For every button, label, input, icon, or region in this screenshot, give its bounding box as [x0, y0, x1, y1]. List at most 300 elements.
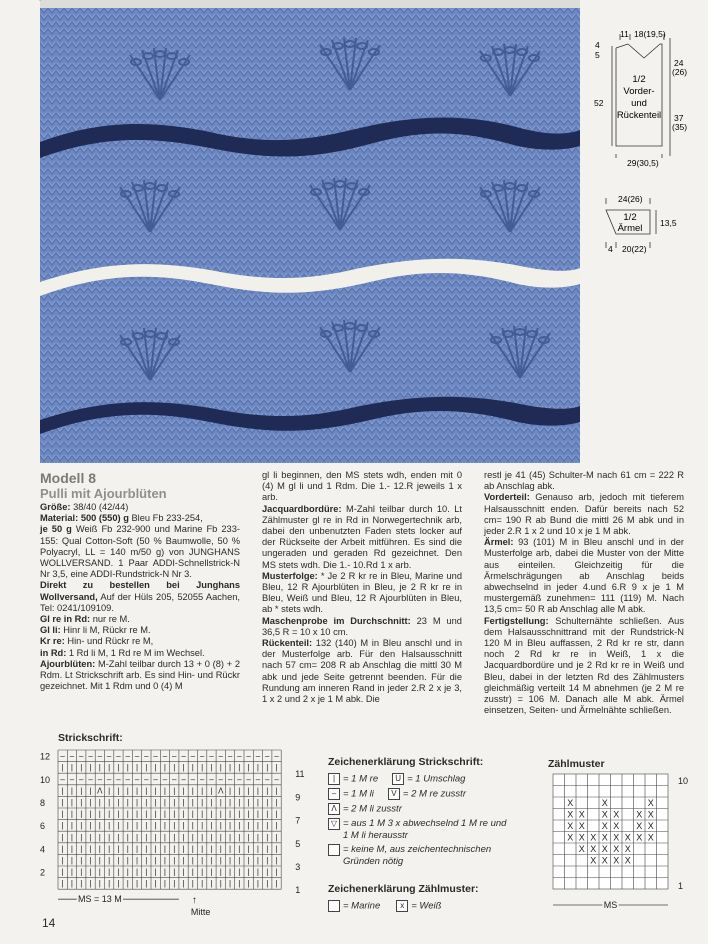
strick-symbol: –: [116, 751, 121, 761]
strick-symbol: |: [201, 879, 204, 889]
strick-symbol: |: [89, 832, 92, 842]
sleeve-bottom-width: 20(22): [622, 244, 647, 254]
strick-symbol: |: [201, 821, 204, 831]
zaehl-cell-mark: X: [567, 832, 574, 843]
strick-row-number: 8: [40, 798, 46, 808]
strick-symbol: |: [154, 856, 157, 865]
strick-symbol: |: [163, 856, 166, 865]
zaehl-cell-mark: X: [601, 832, 608, 843]
paragraph-text: 132 (140) M in Bleu anschl und in der Musterfolge arb. Für den Halsausschnitt nach 57 cm= 208 R ab Anschlag die mittl 30 M abk und jede Seite getrennt beenden. Für die Rundung am inneren Rand in jeder 2.R 2 x je 3, 1 x 2 und 2 x je 1 M abk. Die: [262, 638, 462, 705]
strick-symbol: |: [229, 809, 232, 819]
strick-symbol: |: [163, 763, 166, 773]
strick-row-number: 6: [40, 821, 46, 832]
strick-symbol: |: [275, 763, 278, 773]
strick-symbol: |: [61, 798, 64, 807]
strick-symbol: |: [89, 798, 92, 807]
strick-symbol: |: [80, 867, 83, 877]
strick-symbol: |: [145, 821, 148, 831]
strick-symbol: |: [80, 763, 83, 773]
zaehl-cell-mark: X: [578, 809, 585, 820]
strick-symbol: –: [79, 751, 84, 761]
strick-center-label: Mitte: [190, 907, 211, 918]
strick-symbol: |: [117, 798, 120, 807]
strick-symbol: |: [182, 879, 185, 889]
paragraph-text: * Je 2 R kr re in Bleu, Marine und Bleu, 12 R Ajourblüten in Bleu, je 2 R kr re in Bleu, Weiß und Bleu, 12 R Ajourblüten in Bleu, ab * stets wdh.: [262, 570, 462, 615]
legend-item-increase: ▽ = aus 1 M 3 x abwechselnd 1 M re und 1 M li herausstr: [328, 818, 528, 844]
strick-symbol: –: [60, 751, 65, 761]
zaehl-cell-mark: X: [601, 798, 608, 808]
sleeve-right-height: 13,5: [660, 218, 677, 228]
strick-symbol: –: [218, 774, 223, 784]
strick-row-number: 2: [40, 867, 46, 878]
strick-symbol: |: [219, 821, 222, 831]
zaehl-cell-mark: X: [636, 821, 643, 831]
zaehl-cell-mark: X: [578, 832, 585, 843]
paragraph-text: M-Zahl teilbar durch 13 + 0 (8) + 2 Rdm. Lt Strickschrift arb. Es sind Hin- und Rückr gezeichnet. Mit 1 Rdm und 0 (4) M: [40, 658, 240, 692]
strick-symbol: |: [247, 867, 250, 877]
zaehl-cell-mark: X: [578, 844, 585, 854]
strick-symbol: |: [191, 879, 194, 889]
strick-symbol: |: [173, 832, 176, 842]
zaehl-ms-label: MS: [603, 900, 618, 910]
strick-row-number: 5: [295, 838, 301, 849]
strick-symbol: |: [210, 798, 213, 807]
strick-symbol: |: [210, 844, 213, 854]
strick-symbol: |: [136, 821, 139, 831]
body-label-3: und: [631, 98, 647, 109]
strick-symbol: |: [201, 809, 204, 819]
strick-symbol: |: [219, 867, 222, 877]
zaehl-cell-mark: X: [590, 832, 597, 843]
strick-symbol: |: [210, 867, 213, 877]
paragraph: [40, 659, 240, 693]
strick-symbol: |: [163, 879, 166, 889]
strick-symbol: |: [256, 798, 259, 807]
strick-symbol: |: [247, 798, 250, 807]
strick-symbol: |: [163, 809, 166, 819]
zaehlmuster-title: Zählmuster: [548, 758, 605, 770]
strick-symbol: |: [275, 786, 278, 796]
zaehl-cell-mark: X: [647, 832, 654, 843]
legend-item-white: x = Weiß: [396, 900, 441, 913]
strick-symbol: –: [172, 751, 177, 761]
strick-row-number: 12: [40, 751, 51, 762]
paragraph: [484, 470, 684, 492]
strick-row-number: 1: [295, 885, 301, 896]
strick-symbol: –: [134, 774, 140, 784]
paragraph: [484, 616, 684, 717]
strick-symbol: |: [191, 809, 194, 819]
strick-symbol: |: [80, 879, 83, 889]
strick-symbol: –: [69, 751, 75, 761]
strick-symbol: Λ: [97, 786, 103, 796]
paragraph-text: Schulternähte schließen. Aus dem Halsausschnittrand mit der Rundstrick-N 120 M in Bleu auffassen, 2 Rd kr re str, dann noch 2 Rd kr re in Weiß, 1 x die Jacquardbordüre und je 2 Rd kr re in Weiß und Bleu, dabei in der letzten Rd des Zählmusters gleichmäßig verteilt 14 M abnehmen (je 2 M re zusstr) = 106 M. Danach alle M abk. Ärmel einsetzen, Seiten- und Ärmelnähte schließen.: [484, 615, 684, 716]
strick-symbol: |: [275, 856, 278, 865]
body-schematic: [592, 26, 702, 171]
strick-symbol: |: [201, 763, 204, 773]
paragraph: [40, 524, 240, 580]
paragraph-heading: Rückenteil:: [262, 638, 313, 649]
zaehl-cell-mark: X: [647, 809, 654, 820]
strick-symbol: |: [266, 844, 269, 854]
strick-symbol: |: [219, 856, 222, 865]
strickschrift-grid: [38, 742, 305, 918]
strick-symbol: |: [238, 879, 241, 889]
legend-item-purl: – = 1 M li: [328, 788, 374, 803]
strick-symbol: |: [145, 798, 148, 807]
strick-symbol: |: [126, 832, 129, 842]
zaehlmuster-grid: [545, 770, 690, 912]
paragraph-heading: je 50 g: [40, 524, 72, 535]
strick-symbol: |: [126, 786, 129, 796]
strick-symbol: |: [145, 856, 148, 865]
strick-symbol: –: [181, 751, 186, 761]
paragraph-heading: Direkt zu bestellen bei Junghans Wollversand,: [40, 580, 240, 602]
body-top-dim-2: 18(19,5): [634, 29, 666, 39]
zaehl-cell-mark: X: [636, 832, 643, 843]
strick-symbol: |: [229, 879, 232, 889]
body-label-1: 1/2: [632, 74, 646, 85]
body-top-dim-1: 11: [620, 29, 629, 39]
strick-symbol: |: [108, 867, 111, 877]
zaehl-row-top: 10: [678, 776, 689, 786]
strick-row-number: 9: [295, 792, 301, 803]
strick-symbol: –: [255, 751, 261, 761]
strick-symbol: |: [266, 832, 269, 842]
knitted-swatch-photo: [40, 0, 580, 463]
body-label-2: Vorder-: [623, 86, 655, 97]
paragraph-text: 23 M und 36,5 R = 10 x 10 cm.: [262, 615, 462, 637]
zaehl-cell-mark: X: [567, 809, 574, 820]
zaehl-cell-mark: X: [636, 809, 643, 820]
zaehl-cell-mark: X: [647, 798, 654, 808]
paragraph-text: Auf der Hüls 205, 52055 Aachen, Tel: 0241/109109.: [40, 591, 240, 613]
strick-symbol: |: [117, 867, 120, 877]
strick-symbol: |: [275, 809, 278, 819]
strick-symbol: –: [190, 751, 196, 761]
strick-symbol: |: [126, 867, 129, 877]
column-3-body: [484, 470, 684, 716]
strick-row-number: 10: [40, 774, 51, 785]
strick-symbol: –: [125, 751, 130, 761]
strick-symbol: |: [61, 867, 64, 877]
strick-symbol: |: [256, 763, 259, 773]
strick-symbol: |: [145, 867, 148, 877]
strick-symbol: |: [108, 856, 111, 865]
strick-symbol: |: [70, 809, 73, 819]
strick-symbol: |: [61, 786, 64, 796]
strick-symbol: |: [210, 856, 213, 865]
strick-symbol: |: [61, 763, 64, 773]
legend-strick: [328, 773, 528, 870]
strick-symbol: |: [182, 786, 185, 796]
strick-symbol: |: [163, 821, 166, 831]
strick-symbol: |: [108, 763, 111, 773]
strick-symbol: |: [266, 798, 269, 807]
strick-symbol: |: [201, 786, 204, 796]
strick-symbol: |: [219, 763, 222, 773]
zaehl-cell-mark: X: [590, 844, 597, 854]
strick-symbol: –: [265, 751, 270, 761]
strick-symbol: |: [256, 879, 259, 889]
paragraph-text: restl je 41 (45) Schulter-M nach 61 cm = 222 R ab Anschlag abk.: [484, 470, 684, 492]
body-left-small-2: 5: [595, 50, 600, 60]
strick-symbol: |: [126, 798, 129, 807]
strick-symbol: –: [79, 774, 84, 784]
strick-symbol: |: [154, 798, 157, 807]
strick-symbol: |: [61, 844, 64, 854]
strick-symbol: |: [173, 844, 176, 854]
strick-symbol: |: [238, 786, 241, 796]
paragraph-text: 93 (101) M in Bleu anschl und in der Musterfolge arb, dabei die Muster von der Mitte aus einteilen. Gleichzeitig für die Ärmelschrägungen ab Anschlag beids abwechselnd in jeder 4.und 6.R 9 x je 1 M mustergemäß zunehmen= 111 (119) M. Nach 13,5 cm= 50 R ab Anschlag alle M abk.: [484, 537, 684, 615]
strick-symbol: |: [98, 809, 101, 819]
strick-symbol: |: [173, 798, 176, 807]
legend-item-p2tog: Λ = 2 M li zusstr: [328, 803, 528, 818]
strick-symbol: |: [145, 832, 148, 842]
strick-symbol: |: [266, 879, 269, 889]
paragraph-text: 1 Rd li M, 1 Rd re M im Wechsel.: [66, 647, 205, 658]
strick-symbol: |: [126, 856, 129, 865]
paragraph: [40, 502, 240, 513]
strick-symbol: –: [88, 774, 93, 784]
strick-symbol: |: [89, 844, 92, 854]
strick-symbol: |: [61, 821, 64, 831]
strick-symbol: |: [173, 821, 176, 831]
strick-symbol: |: [89, 809, 92, 819]
paragraph-text: Genauso arb, jedoch mit tieferem Halsausschnitt enden. Dafür bereits nach 52 cm= 190 R ab Bund die mittl 26 M abk und in jeder 2.R 1 x 2 und 10 x je 1 M abk.: [484, 492, 684, 537]
strick-symbol: |: [210, 879, 213, 889]
strick-symbol: |: [275, 867, 278, 877]
sleeve-bottom-left: 4: [608, 244, 613, 254]
strick-symbol: |: [136, 867, 139, 877]
zaehl-cell-mark: X: [567, 798, 574, 808]
legend-item-marine: = Marine: [328, 900, 380, 913]
strick-symbol: |: [70, 867, 73, 877]
paragraph: [484, 492, 684, 537]
strick-row-number: 7: [295, 815, 301, 826]
strick-symbol: –: [274, 774, 279, 784]
strick-symbol: |: [238, 798, 241, 807]
body-right-upper-2: (26): [672, 67, 688, 77]
strick-symbol: |: [163, 867, 166, 877]
strick-symbol: –: [144, 751, 149, 761]
paragraph-heading: Ärmel:: [484, 537, 514, 548]
strick-symbol: |: [108, 844, 111, 854]
sleeve-top-width: 24(26): [618, 194, 643, 204]
strick-left-row-numbers: [40, 752, 50, 878]
paragraph: [40, 648, 240, 659]
strick-symbol: |: [201, 832, 204, 842]
strick-symbol: –: [162, 774, 168, 784]
paragraph-heading: Material: 500 (550) g: [40, 513, 129, 524]
strick-symbol: |: [126, 763, 129, 773]
strick-symbol: –: [255, 774, 261, 784]
strick-symbol: |: [247, 786, 250, 796]
strick-symbol: –: [246, 774, 251, 784]
strick-symbol: |: [117, 844, 120, 854]
paragraph-heading: Jacquardbordüre:: [262, 503, 342, 514]
strick-symbol: |: [191, 763, 194, 773]
strick-symbol: |: [80, 821, 83, 831]
strick-symbol: –: [237, 774, 242, 784]
paragraph-heading: Gl li:: [40, 625, 61, 636]
body-bottom-width: 29(30,5): [627, 158, 659, 168]
strick-symbol: –: [209, 774, 214, 784]
strick-symbol: |: [136, 856, 139, 865]
zaehl-cell-mark: X: [613, 844, 620, 854]
strick-symbol: |: [108, 809, 111, 819]
strick-symbol: –: [181, 774, 186, 784]
strick-symbol: |: [154, 844, 157, 854]
strick-symbol: |: [126, 879, 129, 889]
strick-symbol: |: [229, 856, 232, 865]
strick-symbol: |: [210, 809, 213, 819]
strick-symbol: |: [70, 832, 73, 842]
strick-symbol: –: [106, 751, 112, 761]
paragraph-heading: Vorderteil:: [484, 492, 530, 503]
strick-symbol: –: [218, 751, 223, 761]
strick-symbol: |: [229, 844, 232, 854]
strick-symbol: |: [154, 867, 157, 877]
strick-symbol: |: [154, 832, 157, 842]
strick-symbol: |: [70, 763, 73, 773]
strick-right-row-numbers: [295, 769, 304, 895]
body-label-4: Rückenteil: [616, 110, 662, 121]
paragraph-text: gl li beginnen, den MS stets wdh, enden mit 0 (4) M gl li und 1 Rdm. Die 1.- 12.R jeweils 1 x arb.: [262, 470, 462, 503]
strick-symbol: |: [210, 821, 213, 831]
paragraph: [40, 625, 240, 636]
paragraph-heading: Größe:: [40, 502, 71, 512]
page-number: 14: [42, 916, 56, 930]
strick-symbol: |: [275, 879, 278, 889]
strick-symbol: –: [134, 751, 140, 761]
strick-symbol: –: [246, 751, 251, 761]
strick-symbol: |: [256, 821, 259, 831]
strick-symbol: |: [70, 798, 73, 807]
strick-symbol: |: [229, 832, 232, 842]
strick-symbol: –: [125, 774, 130, 784]
strick-symbol: |: [98, 844, 101, 854]
paragraph: [40, 580, 240, 614]
strick-symbol: |: [154, 786, 157, 796]
strick-symbol: |: [247, 821, 250, 831]
paragraph-heading: Fertigstellung:: [484, 615, 549, 626]
body-right-lower-2: (35): [672, 122, 688, 132]
zaehl-cell-mark: X: [601, 855, 608, 866]
strick-symbol: |: [182, 856, 185, 865]
paragraph: [40, 614, 240, 625]
strick-symbol: |: [145, 809, 148, 819]
strick-symbol: |: [229, 786, 232, 796]
strick-symbol: |: [256, 786, 259, 796]
paragraph: [484, 537, 684, 615]
strick-symbol: |: [219, 844, 222, 854]
strick-symbol: |: [191, 844, 194, 854]
strick-symbol: |: [256, 867, 259, 877]
strick-symbol: |: [117, 786, 120, 796]
column-2-body: [262, 470, 462, 705]
strick-symbol: |: [98, 856, 101, 865]
strick-symbol: |: [126, 844, 129, 854]
strick-symbol: |: [80, 856, 83, 865]
sleeve-schematic: [592, 190, 702, 260]
strick-symbol: |: [182, 809, 185, 819]
zaehl-cell-mark: X: [613, 821, 620, 831]
paragraph-heading: Kr re:: [40, 636, 65, 647]
strick-symbol: |: [247, 763, 250, 773]
strick-symbol: |: [256, 856, 259, 865]
strick-symbol: |: [98, 832, 101, 842]
paragraph-text: Hinr li M, Rückr re M.: [60, 625, 151, 636]
strick-symbol: |: [154, 879, 157, 889]
strick-symbol: –: [227, 751, 233, 761]
column-1-body: [40, 502, 240, 692]
strick-symbol: |: [98, 763, 101, 773]
strick-symbol: |: [136, 763, 139, 773]
strick-symbol: |: [89, 856, 92, 865]
strick-symbol: |: [275, 844, 278, 854]
strick-symbol: |: [80, 809, 83, 819]
strick-symbol: |: [173, 867, 176, 877]
strick-symbol: |: [229, 798, 232, 807]
strick-symbol: |: [136, 798, 139, 807]
strick-symbol: |: [80, 786, 83, 796]
strick-symbol: |: [145, 786, 148, 796]
strick-symbol: |: [256, 832, 259, 842]
strick-symbol: –: [116, 774, 121, 784]
strick-symbol: |: [80, 798, 83, 807]
zaehl-cell-mark: X: [613, 855, 620, 866]
legend-zaehl-title: Zeichenerklärung Zählmuster:: [328, 883, 479, 895]
strick-symbol: –: [97, 774, 103, 784]
strick-symbol: |: [275, 832, 278, 842]
strick-symbol: |: [238, 856, 241, 865]
zaehl-row-bottom: 1: [678, 881, 684, 891]
strick-symbol: |: [219, 798, 222, 807]
strick-symbol: |: [80, 832, 83, 842]
strick-symbol: |: [98, 879, 101, 889]
strick-symbol: |: [210, 786, 213, 796]
strick-symbol: |: [173, 809, 176, 819]
strick-symbol: |: [136, 809, 139, 819]
strick-symbol: –: [237, 751, 242, 761]
strick-symbol: |: [108, 832, 111, 842]
strick-symbol: |: [191, 786, 194, 796]
center-arrow-icon: ↑: [191, 895, 197, 907]
paragraph-heading: Maschenprobe im Durchschnitt:: [262, 615, 411, 626]
paragraph: [262, 638, 462, 705]
strick-symbol: |: [117, 821, 120, 831]
strick-symbol: |: [266, 786, 269, 796]
strick-symbol: |: [163, 844, 166, 854]
strick-symbol: |: [182, 798, 185, 807]
strick-symbol: |: [247, 832, 250, 842]
legend-strick-title: Zeichenerklärung Strickschrift:: [328, 756, 484, 768]
strick-symbol: |: [98, 798, 101, 807]
strick-symbol: –: [106, 774, 112, 784]
strick-symbol: |: [163, 786, 166, 796]
strick-symbol: –: [199, 751, 205, 761]
model-number: Modell 8: [40, 470, 97, 486]
strick-symbol: |: [247, 809, 250, 819]
strick-symbol: |: [89, 786, 92, 796]
paragraph: [40, 513, 240, 524]
strick-symbol: |: [117, 809, 120, 819]
strick-symbol: |: [229, 763, 232, 773]
strick-symbol: |: [275, 821, 278, 831]
zaehl-cell-mark: X: [613, 832, 620, 843]
strick-symbol: –: [199, 774, 205, 784]
